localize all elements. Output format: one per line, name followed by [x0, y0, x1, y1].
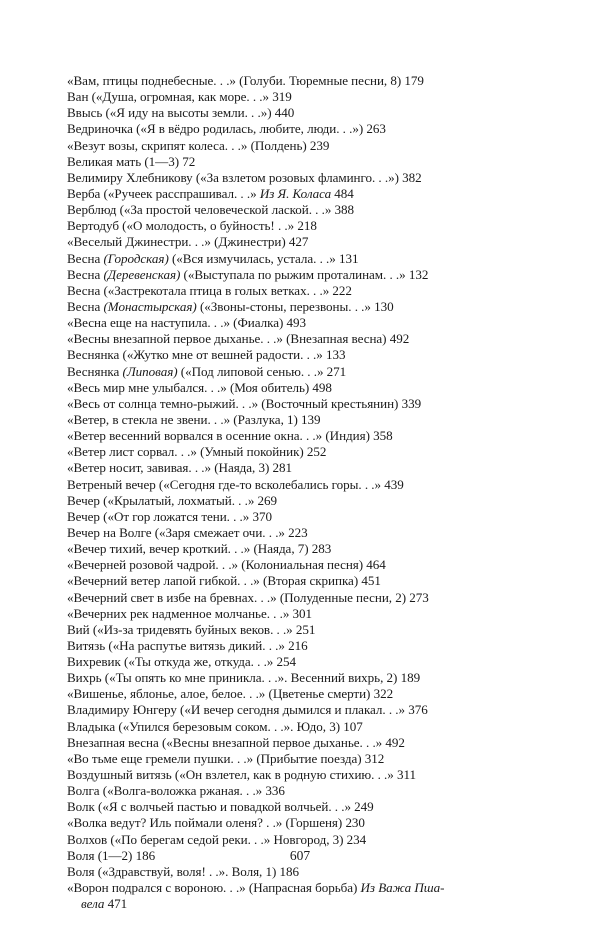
text-fragment: «Ветер весенний ворвался в осенние окна. . .» (Индия) 358 [67, 428, 393, 444]
text-fragment: «Весны внезапной первое дыханье. . .» (Внезапная весна) 492 [67, 331, 410, 347]
text-fragment: («Звоны-стоны, перезвоны. . .» 130 [196, 298, 394, 314]
index-entry [67, 315, 537, 331]
text-fragment: Ведриночка («Я в вёдро родилась, любите, люди. . .») 263 [67, 121, 386, 137]
text-fragment: 471 [104, 896, 128, 912]
index-entry [67, 331, 537, 347]
text-fragment: Весна [67, 250, 104, 266]
text-fragment: Ветреный вечер («Сегодня где-то всколебались горы. . .» 439 [67, 476, 404, 492]
index-entry [67, 735, 537, 751]
text-fragment: Владимиру Юнгеру («И вечер сегодня дымился и плакал. . .» 376 [67, 702, 428, 718]
index-entry [67, 864, 537, 880]
text-fragment: Волга («Волга-воложка ржаная. . .» 336 [67, 783, 285, 799]
text-fragment: Вихрь («Ты опять ко мне приникла. . .». Весенний вихрь, 2) 189 [67, 670, 421, 686]
text-fragment: («Под липовой сенью. . .» 271 [177, 363, 347, 379]
alphabetical-index [67, 73, 537, 912]
index-entry [67, 154, 537, 170]
italic-fragment: вела [81, 896, 105, 912]
index-entry [67, 283, 537, 299]
text-fragment: Внезапная весна («Весны внезапной первое дыханье. . .» 492 [67, 734, 405, 750]
index-entry [67, 815, 537, 831]
index-entry [67, 702, 537, 718]
index-entry [67, 428, 537, 444]
index-entry-continuation [67, 896, 537, 912]
text-fragment: «Во тьме еще гремели пушки. . .» (Прибытие поезда) 312 [67, 750, 385, 766]
text-fragment: Воля («Здравствуй, воля! . .». Воля, 1) 186 [67, 863, 300, 879]
text-fragment: «Вечерних рек надменное молчанье. . .» 301 [67, 605, 313, 621]
index-entry [67, 477, 537, 493]
index-entry [67, 267, 537, 283]
index-entry [67, 299, 537, 315]
index-entry [67, 670, 537, 686]
italic-fragment: (Липовая) [122, 363, 178, 379]
index-entry [67, 234, 537, 250]
index-entry [67, 444, 537, 460]
index-entry [67, 138, 537, 154]
text-fragment: Веснянка [67, 363, 123, 379]
text-fragment: «Весь от солнца темно-рыжий. . .» (Восточный крестьянин) 339 [67, 395, 422, 411]
index-entry [67, 460, 537, 476]
text-fragment: «Ворон подрался с вороною. . .» (Напрасная борьба) [67, 880, 361, 896]
text-fragment: Ввысь («Я иду на высоты земли. . .») 440 [67, 105, 295, 121]
index-entry [67, 541, 537, 557]
text-fragment: Вихревик («Ты откуда же, откуда. . .» 254 [67, 654, 297, 670]
text-fragment: («Выступала по рыжим проталинам. . .» 132 [180, 266, 429, 282]
text-fragment: Верблюд («За простой человеческой лаской. . .» 388 [67, 202, 355, 218]
text-fragment: «Ветер, в стекла не звени. . .» (Разлука, 1) 139 [67, 411, 321, 427]
index-entry [67, 880, 537, 896]
text-fragment: Веснянка («Жутко мне от вешней радости. . .» 133 [67, 347, 346, 363]
index-entry [67, 364, 537, 380]
index-entry [67, 799, 537, 815]
index-entry [67, 73, 537, 89]
text-fragment: Воля (1—2) 186 [67, 847, 156, 863]
index-entry [67, 638, 537, 654]
text-fragment: «Ветер лист сорвал. . .» (Умный покойник) 252 [67, 444, 327, 460]
text-fragment: «Вам, птицы поднебесные. . .» (Голуби. Тюремные песни, 8) 179 [67, 73, 424, 88]
italic-fragment: (Городская) [103, 250, 169, 266]
text-fragment: «Весна еще на наступила. . .» (Фиалка) 493 [67, 315, 306, 331]
index-entry [67, 89, 537, 105]
index-entry [67, 573, 537, 589]
page-number: 607 [289, 848, 311, 863]
text-fragment: «Вечерней розовой чадрой. . .» (Колониальная песня) 464 [67, 557, 386, 573]
index-entry [67, 525, 537, 541]
text-fragment: Вечер на Волге («Заря смежает очи. . .» 223 [67, 524, 308, 540]
index-entry [67, 654, 537, 670]
text-fragment: Вечер («От гор ложатся тени. . .» 370 [67, 508, 272, 524]
index-entry [67, 751, 537, 767]
italic-fragment: Из Важа Пша- [360, 880, 445, 896]
index-entry [67, 719, 537, 735]
index-entry [67, 380, 537, 396]
index-entry [67, 493, 537, 509]
index-entry [67, 783, 537, 799]
text-fragment: Весна [67, 266, 104, 282]
index-entry [67, 396, 537, 412]
text-fragment: Весна [67, 298, 104, 314]
text-fragment: Весна («Застрекотала птица в голых ветках. . .» 222 [67, 282, 352, 298]
text-fragment: Великая мать (1—3) 72 [67, 153, 196, 169]
index-entry [67, 170, 537, 186]
text-fragment: Владыка («Упился березовым соком. . .». Юдо, 3) 107 [67, 718, 363, 734]
index-entry [67, 105, 537, 121]
index-entry [67, 509, 537, 525]
text-fragment: Вертодуб («О молодость, о буйность! . .» 218 [67, 218, 317, 234]
italic-fragment: Из Я. Коласа [259, 185, 332, 201]
index-entry [67, 767, 537, 783]
index-entry [67, 186, 537, 202]
index-entry [67, 347, 537, 363]
text-fragment: Вий («Из-за тридевять буйных веков. . .» 251 [67, 621, 316, 637]
text-fragment: Витязь («На распутье витязь дикий. . .» 216 [67, 637, 308, 653]
index-entry [67, 202, 537, 218]
text-fragment: «Веселый Джинестри. . .» (Джинестри) 427 [67, 234, 309, 250]
index-entry [67, 251, 537, 267]
text-fragment: Воздушный витязь («Он взлетел, как в родную стихию. . .» 311 [67, 767, 417, 783]
index-entry [67, 557, 537, 573]
text-fragment: 484 [331, 185, 354, 201]
text-fragment: Верба («Ручеек расспрашивал. . .» [67, 185, 260, 201]
text-fragment: Вечер («Крылатый, лохматый. . .» 269 [67, 492, 278, 508]
index-entry [67, 622, 537, 638]
text-fragment: «Волка ведут? Иль поймали оленя? . .» (Горшеня) 230 [67, 815, 365, 831]
index-entry [67, 218, 537, 234]
text-fragment: «Весь мир мне улыбался. . .» (Моя обитель) 498 [67, 379, 332, 395]
index-entry [67, 606, 537, 622]
text-fragment: «Ветер носит, завивая. . .» (Наяда, 3) 281 [67, 460, 293, 476]
text-fragment: Волхов («По берегам седой реки. . .» Новгород, 3) 234 [67, 831, 367, 847]
text-fragment: «Вишенье, яблонье, алое, белое. . .» (Цветенье смерти) 322 [67, 686, 394, 702]
index-entry [67, 590, 537, 606]
text-fragment: Ван («Душа, огромная, как море. . .» 319 [67, 89, 292, 105]
text-fragment: («Вся измучилась, устала. . .» 131 [168, 250, 359, 266]
text-fragment: Волк («Я с волчьей пастью и повадкой волчьей. . .» 249 [67, 799, 374, 815]
index-entry [67, 412, 537, 428]
text-fragment: Велимиру Хлебникову («За взлетом розовых фламинго. . .») 382 [67, 169, 422, 185]
text-fragment: «Вечерний ветер лапой гибкой. . .» (Вторая скрипка) 451 [67, 573, 381, 589]
italic-fragment: (Деревенская) [103, 266, 181, 282]
text-fragment: «Вечер тихий, вечер кроткий. . .» (Наяда, 7) 283 [67, 541, 332, 557]
text-fragment: «Везут возы, скрипят колеса. . .» (Полдень) 239 [67, 137, 330, 153]
index-entry [67, 121, 537, 137]
text-fragment: «Вечерний свет в избе на бревнах. . .» (Полуденные песни, 2) 273 [67, 589, 429, 605]
italic-fragment: (Монастырская) [103, 298, 197, 314]
index-entry [67, 686, 537, 702]
index-entry [67, 832, 537, 848]
